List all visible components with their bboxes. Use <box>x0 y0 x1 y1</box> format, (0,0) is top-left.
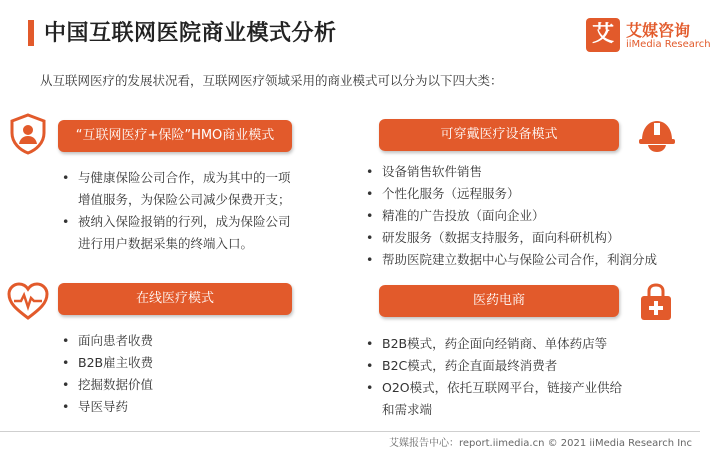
ecommerce-bullet-list <box>364 333 694 421</box>
online-bullet-list <box>60 330 320 418</box>
list-item-continuation: 进行用户数据采集的终端入口。 <box>78 236 254 251</box>
list-item-continuation: 和需求端 <box>382 402 433 417</box>
list-item: • 个性化服务（远程服务） <box>364 183 694 205</box>
worker-helmet-icon <box>636 114 678 156</box>
list-item: • 导医导药 <box>60 396 320 418</box>
intro-text: 从互联网医疗的发展状况看，互联网医疗领域采用的商业模式可以分为以下四大类： <box>40 73 503 88</box>
online-medical-label: 在线医疗模式 <box>58 283 292 315</box>
logo-mark: 艾 <box>586 18 620 52</box>
hmo-model-label: “互联网医疗+保险”HMO商业模式 <box>58 120 292 152</box>
list-item-continuation: 增值服务，为保险公司减少保费开支； <box>78 192 291 207</box>
list-item: • B2C模式，药企直面最终消费者 <box>364 355 694 377</box>
list-item: • 与健康保险公司合作，成为其中的一项 <box>60 167 340 189</box>
page-title: 中国互联网医院商业模式分析 <box>44 21 337 46</box>
medical-bag-icon <box>638 282 674 322</box>
pharma-ecommerce-label: 医药电商 <box>379 285 619 317</box>
heart-pulse-icon <box>6 282 50 322</box>
shield-person-icon <box>8 113 48 155</box>
list-item: • O2O模式，依托互联网平台，链接产业供给 <box>364 377 694 399</box>
list-item: • 研发服务（数据支持服务，面向科研机构） <box>364 227 694 249</box>
footer-divider <box>0 431 700 432</box>
list-item: • 面向患者收费 <box>60 330 320 352</box>
list-item: • 帮助医院建立数据中心与保险公司合作，利润分成 <box>364 249 694 271</box>
hmo-bullet-list <box>60 167 340 255</box>
list-item: • B2B模式，药企面向经销商、单体药店等 <box>364 333 694 355</box>
wearable-bullet-list <box>364 161 694 271</box>
list-item: • 精准的广告投放（面向企业） <box>364 205 694 227</box>
title-accent-bar <box>28 20 34 46</box>
list-item: • 被纳入保险报销的行列，成为保险公司 <box>60 211 340 233</box>
footer-credit: 艾媒报告中心：report.iimedia.cn © 2021 iiMedia Research Inc <box>388 438 692 449</box>
list-item: • B2B雇主收费 <box>60 352 320 374</box>
brand-logo <box>586 18 711 58</box>
logo-subtitle: iiMedia Research <box>626 39 711 50</box>
list-item: • 挖掘数据价值 <box>60 374 320 396</box>
logo-name: 艾媒咨询 <box>626 21 691 40</box>
list-item: • 设备销售软件销售 <box>364 161 694 183</box>
wearable-model-label: 可穿戴医疗设备模式 <box>379 119 619 151</box>
